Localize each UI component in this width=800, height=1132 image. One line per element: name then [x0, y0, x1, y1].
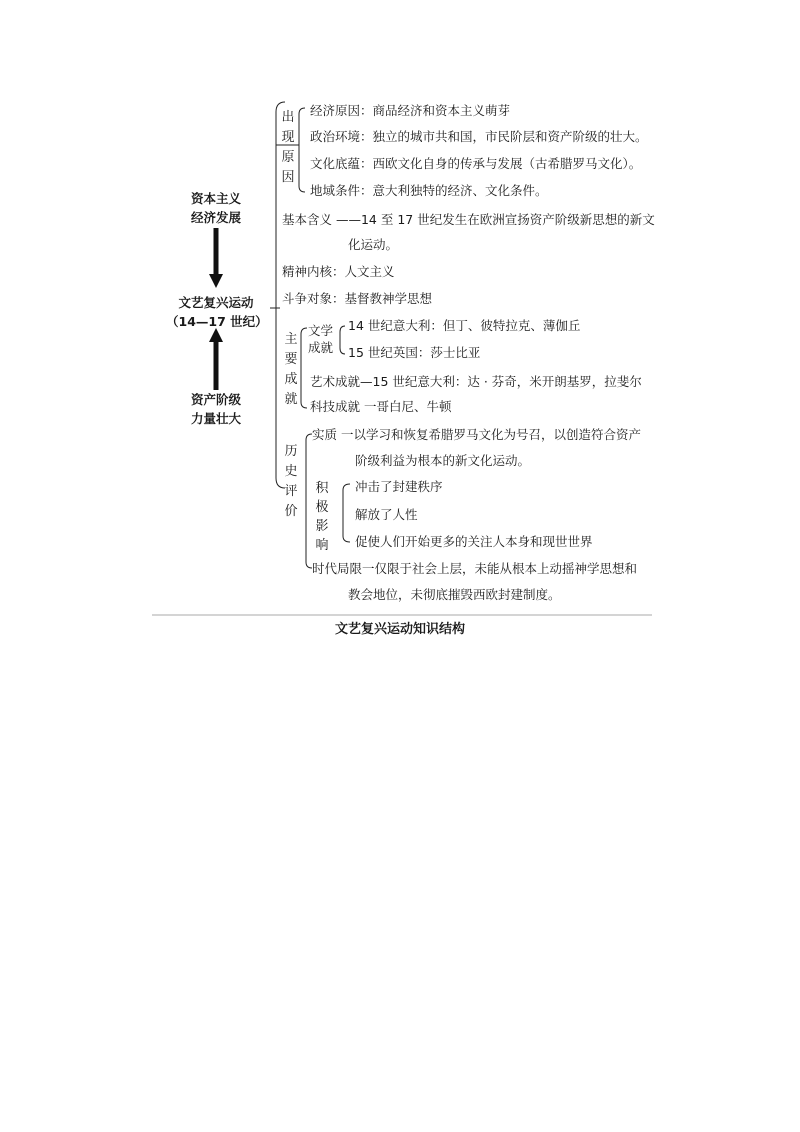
positive-item-2: 解放了人性 [355, 507, 418, 522]
science-achievement: 科技成就 一哥白尼、牛顿 [310, 399, 452, 414]
struggle-target: 斗争对象：基督教神学思想 [282, 291, 433, 306]
positive-item-1: 冲击了封建秩序 [355, 479, 443, 494]
meaning-line2: 化运动。 [348, 237, 399, 252]
literature-italy: 14 世纪意大利：但丁、彼特拉克、薄伽丘 [348, 318, 581, 333]
cause-economic: 经济原因：商品经济和资本主义萌芽 [310, 103, 511, 118]
cause-geographic: 地域条件：意大利独特的经济、文化条件。 [310, 183, 548, 198]
cause-political: 政治环境：独立的城市共和国，市民阶层和资产阶级的壮大。 [310, 129, 648, 144]
spirit: 精神内核：人文主义 [282, 264, 395, 279]
essence-line1: 实质 一以学习和恢复希腊罗马文化为号召，以创造符合资产 [312, 427, 641, 442]
limit-line1: 时代局限一仅限于社会上层，未能从根本上动摇神学思想和 [312, 561, 638, 576]
cause-cultural: 文化底蕴：西欧文化自身的传承与发展（古希腊罗马文化）。 [310, 156, 642, 171]
evaluation-label: 历 史 评 价 [284, 444, 298, 519]
literature-label: 文学 成就 [308, 323, 334, 355]
limit-line2: 教会地位，未彻底摧毁西欧封建制度。 [348, 587, 561, 602]
left-bottom-label: 资产阶级 力量壮大 [190, 392, 241, 426]
left-top-label: 资本主义 经济发展 [190, 191, 241, 225]
art-achievement: 艺术成就—15 世纪意大利：达 · 芬奇，米开朗基罗，拉斐尔 [310, 374, 642, 389]
literature-england: 15 世纪英国：莎士比亚 [348, 345, 481, 360]
positive-item-3: 促使人们开始更多的关注人本身和现世世界 [355, 534, 593, 549]
achievements-label: 主 要 成 就 [284, 332, 298, 407]
left-center-label: 文艺复兴运动 （14—17 世纪） [166, 295, 268, 329]
diagram-caption: 文艺复兴运动知识结构 [334, 622, 465, 637]
essence-line2: 阶级利益为根本的新文化运动。 [355, 453, 531, 468]
positive-impact-label: 积 极 影 响 [315, 481, 329, 553]
meaning-line1: 基本含义 ——14 至 17 世纪发生在欧洲宣扬资产阶级新思想的新文 [282, 212, 655, 227]
causes-label: 出 现 原 因 [281, 110, 295, 185]
